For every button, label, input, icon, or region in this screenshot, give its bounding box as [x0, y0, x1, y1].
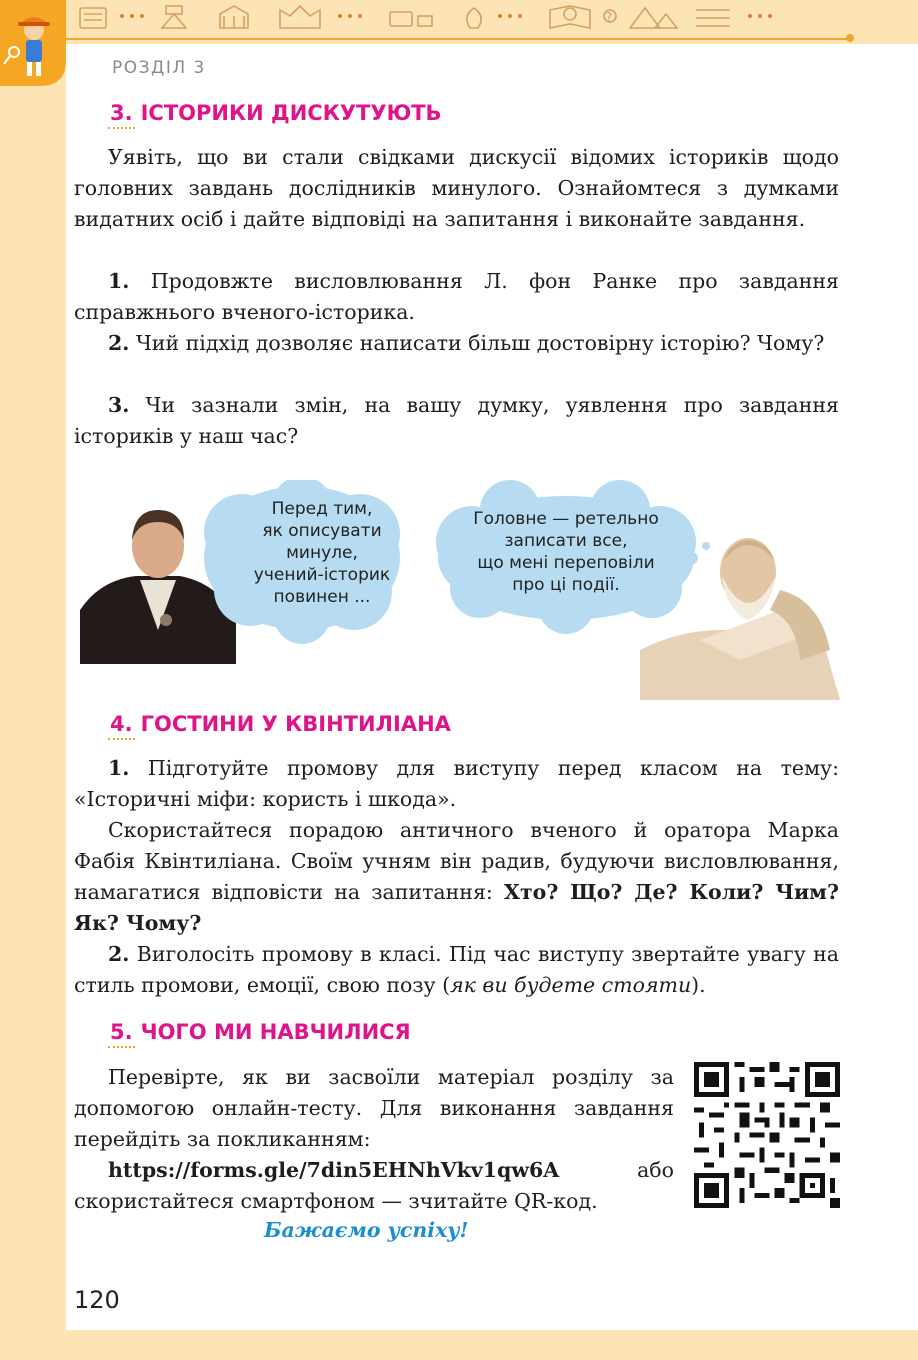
- section-5-heading: [108, 1020, 411, 1044]
- section-3-heading: [108, 101, 442, 125]
- section-4-task-2: 2. Виголосіть промову в класі. Під час виступу звертайте увагу на стиль промови, емоції, свою позу (як ви будете стояти).: [74, 942, 839, 997]
- header-rule: [66, 38, 852, 40]
- section-5-number: 5.: [108, 1020, 135, 1048]
- chapter-label: РОЗДІЛ 3: [112, 58, 206, 78]
- section-4-task-1: 1. Підготуйте промову для виступу перед класом на тему: «Історичні міфи: користь і шкода».: [74, 756, 839, 811]
- section-5-link-paragraph: https://forms.gle/7din5EHNhVkv1qw6A або скористайтеся смартфоном — зчитайте QR-код.: [74, 1158, 674, 1213]
- section-3-number: 3.: [108, 101, 135, 129]
- section-4-number: 4.: [108, 712, 135, 740]
- section-3-intro: Уявіть, що ви стали свідками дискусії відомих істориків щодо головних завдань дослідників минулого. Ознайомтеся з думками видатних осіб і дайте відповіді на запитання і виконайте завдання.: [74, 145, 839, 231]
- quintilian-questions: Хто? Що? Де? Коли? Чим? Як? Чому?: [74, 880, 839, 935]
- section-3-title: ІСТОРИКИ ДИСКУТУЮТЬ: [140, 101, 442, 125]
- qr-code-icon[interactable]: [694, 1062, 840, 1208]
- page-number: 120: [74, 1286, 120, 1314]
- section-4-title: ГОСТИНИ У КВІНТИЛІАНА: [140, 712, 451, 736]
- section-3-question-1: 1. Продовжте висловлювання Л. фон Ранке про завдання справжнього вченого-історика.: [74, 269, 839, 324]
- explorer-logo-icon: [0, 0, 66, 86]
- good-luck-wish: Бажаємо успіху!: [264, 1218, 469, 1242]
- section-5-title: ЧОГО МИ НАВЧИЛИСЯ: [140, 1020, 411, 1044]
- cloud-right-text: Головне — ретельно записати все, що мені переповіли про ці події.: [473, 509, 659, 595]
- section-5-text: Перевірте, як ви засвоїли матеріал розділу за допомогою онлайн-тесту. Для виконання завдання перейдіть за покликанням:: [74, 1065, 674, 1151]
- section-4-advice: Скористайтеся порадою античного вченого й оратора Марка Фабія Квінтиліана. Своїм учням він радив, будуючи висловлювання, намагатися відповісти на запитання: Хто? Що? Де? Коли? Чим? Як? Чому?: [74, 818, 839, 935]
- left-margin-band: [0, 0, 66, 1360]
- test-link[interactable]: https://forms.gle/7din5EHNhVkv1qw6A: [108, 1158, 560, 1182]
- header-rule-dot: [846, 34, 854, 42]
- section-3-question-2: 2. Чий підхід дозволяє написати більш достовірну історію? Чому?: [108, 331, 825, 355]
- section-4-heading: [108, 712, 451, 736]
- decorative-history-icons-strip: [70, 0, 850, 40]
- cloud-left-text: Перед тим, як описувати минуле, учений-історик повинен ...: [253, 499, 391, 607]
- svg-text:?: ?: [606, 10, 613, 24]
- section-3-question-3: 3. Чи зазнали змін, на вашу думку, уявлення про завдання істориків у наш час?: [74, 393, 839, 448]
- footer-band: [0, 1330, 918, 1360]
